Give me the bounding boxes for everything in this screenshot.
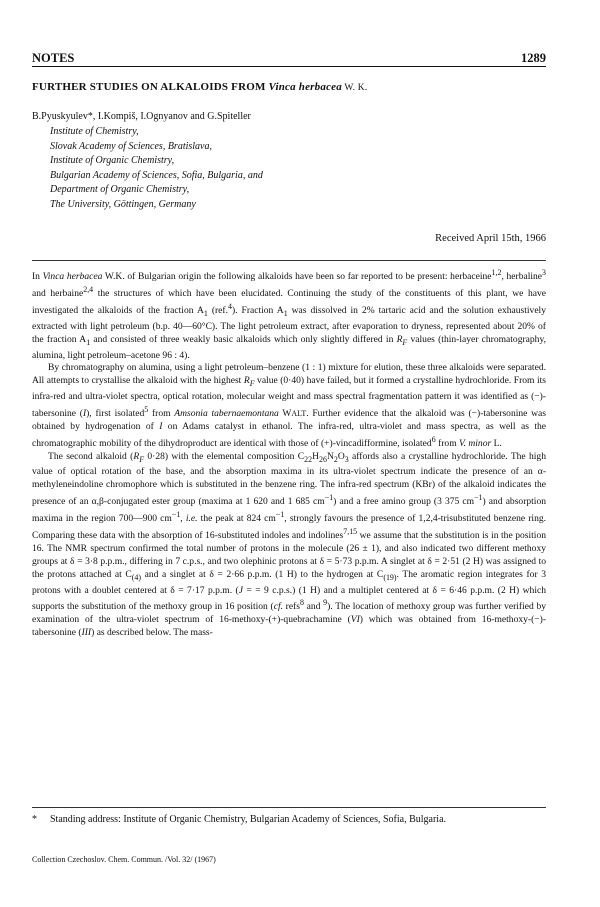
- paragraph-1: In Vinca herbacea W.K. of Bulgarian origin the following alkaloids have been so far reported to be present: herbaceine$^{1,2}$, herbaline$^3$ and herbaine$^{2,4}$ the structures of which have been elucidated. Continuing the study of the constituents of this plant, we have investigated the alkaloids of the fraction $A_1$ (ref.$^4$). Fraction $A_1$ was dissolved in 2% tartaric acid and the solution exhaustively extracted with light petroleum (b.p. 40—60°C). The light petroleum extract, after evaporation to dryness, represented about 20% of the fraction $A_1$ and consisted of three weakly basic alkaloids which only slightly differed in $R_F$ values (thin-layer chromatography, alumina, light petroleum–acetone 96 : 4).: [32, 268, 547, 361]
- affiliation-line: Bulgarian Academy of Sciences, Sofia, Bulgaria, and: [50, 169, 263, 181]
- affiliation-line: The University, Göttingen, Germany: [50, 198, 196, 210]
- section-label: NOTES: [32, 51, 75, 65]
- journal-citation: Collection Czechoslov. Chem. Commun. /Vol. 32/ (1967): [32, 855, 216, 864]
- affiliations: [50, 125, 263, 212]
- author-list: B.Pyuskyulev*, I.Kompiš, I.Ognyanov and G.Spiteller: [32, 111, 251, 122]
- paragraph-3: The second alkaloid ($R_F$ 0·28) with the elemental composition $C_{22}H_{26}N_2O_3$ affords also a crystalline hydrochloride. The high value of optical rotation of the base, and the absorption maxima in its ultra-violet spectrum indicate the presence of an α-methyleneindoline chromophore which is substituted in the benzene ring. The infra-red spectrum (KBr) of the alkaloid indicates the presence of an α,β-conjugated ester group (maxima at 1 620 and 1 685 $cm^{-1}$) and a free amino group (3 375 $cm^{-1}$) and absorption maxima in the region 700—900 $cm^{-1}$, i.e. the peak at 824 $cm^{-1}$, strongly favours the presence of 1,2,4-trisubstituted benzene ring. Comparing these data with the absorption of 16-substituted indoles and indolines$^{7,15}$ we assume that the substitution is in the position 16. The NMR spectrum confirmed the total number of protons in the molecule (26 ± 1), and also indicated two different methoxy groups at δ = 3·8 p.p.m., differing in 7 c.p.s., and two olephinic protons at δ = 5·73 p.p.m. A singlet at δ = 2·51 (2 H) was assigned to the protons attached at $C_{(4)}$ and a singlet at δ = 2·66 p.p.m. (1 H) to the hydrogen at $C_{(19)}$. The aromatic region integrates for 3 protons with a doublet centered at δ = 7·17 p.p.m. (J = = 9 c.p.s.) (1 H) and a multiplet centered at δ = 6·46 p.p.m. (2 H) which supports the substitution of the methoxy group in 16 position (cf. refs$^8$ and $^9$). The location of methoxy group was further verified by examination of the ultra-violet spectrum of 16-methoxy-(+)-quebrachamine (VI) which was obtained from 16-methoxy-(−)-tabersonine (III) as described below. The mass-: [32, 450, 546, 639]
- footnote-text: Standing address: Institute of Organic Chemistry, Bulgarian Academy of Sciences, Sofia, Bulgaria.: [50, 814, 447, 825]
- affiliation-line: Department of Organic Chemistry,: [50, 184, 190, 195]
- title-main: FURTHER STUDIES ON ALKALOIDS FROM: [32, 81, 269, 93]
- article-body: [32, 267, 546, 640]
- title-authority: W. K.: [341, 83, 368, 93]
- paragraph-2: By chromatography on alumina, using a light petroleum–benzene (1 : 1) mixture for elution, these three alkaloids were separated. All attempts to crystallise the alkaloid with the highest $R_F$ value (0·40) have failed, but it formed a crystalline hydrochloride. From its infra-red and ultra-violet spectra, optical rotation, molecular weight and mass spectral fragmentation pattern it was identified as (−)-tabersonine (I), first isolated$^5$ from Amsonia tabernaemontana WALT. Further evidence that the alkaloid was (−)-tabersonine was obtained by hydrogenation of I on Adams catalyst in ethanol. The infra-red, ultra-violet and mass spectra, as well as the chromatographic mobility of the dihydroproduct are identical with those of (+)-vincadifformine, isolated$^6$ from V. minor L.: [32, 362, 546, 449]
- affiliation-line: Institute of Chemistry,: [50, 126, 139, 137]
- affiliation-line: Slovak Academy of Sciences, Bratislava,: [50, 140, 212, 152]
- footnote: [32, 813, 546, 826]
- affiliation-line: Institute of Organic Chemistry,: [50, 155, 175, 166]
- section-rule: [32, 260, 546, 261]
- header-rule: [32, 66, 546, 67]
- article-title: [32, 81, 552, 93]
- page-number: 1289: [521, 51, 546, 65]
- running-header: [32, 46, 546, 66]
- title-genus: Vinca herbacea: [268, 81, 342, 93]
- footnote-marker: *: [32, 814, 37, 825]
- received-date: Received April 15th, 1966: [435, 233, 546, 244]
- footnote-rule: [32, 807, 546, 808]
